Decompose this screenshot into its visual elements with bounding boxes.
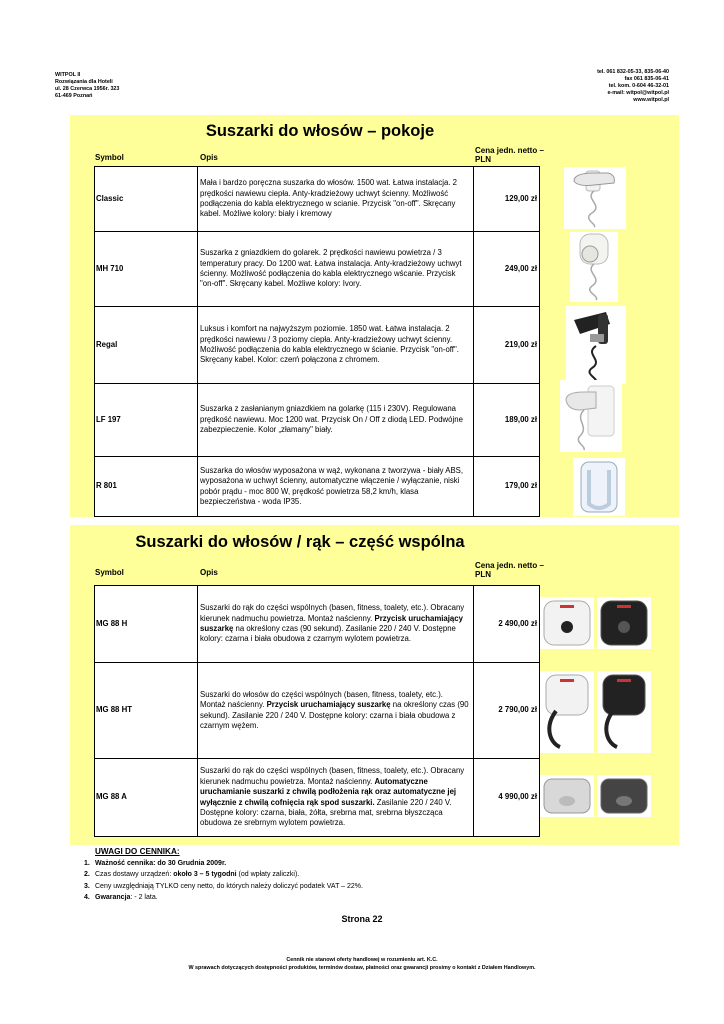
company-city: 61-469 Poznań: [55, 93, 93, 99]
product-description: Suszarka do włosów wyposażona w wąż, wykonana z tworzywa - biały ABS, wyposażona w uchwyt ścienny, automatyczne włączenie / wyłączanie, niski pobór prądu - moc 800 W, prędkość powietrza 58,2 km/h, klasa bezpieczeństwa - woda IP35.: [198, 457, 474, 517]
list-item: 2. Czas dostawy urządzeń: około 3 – 5 tygodni (od wpłaty zaliczki).: [84, 871, 300, 879]
product-price: 189,00 zł: [474, 384, 540, 457]
table-row: [95, 384, 540, 457]
product-price: 129,00 zł: [474, 167, 540, 232]
product-table: [94, 166, 540, 517]
company-contact: [597, 69, 669, 104]
section-common-area-dryers: [70, 525, 679, 845]
list-item: 4. Gwarancja: - 2 lata.: [84, 894, 158, 902]
product-description: Luksus i komfort na najwyższym poziomie. 1850 wat. Łatwa instalacja. 2 prędkości nawiewu / 3 poziomy ciepła. Anty-kradzieżowy uchwyt ścienny. Możliwość podłączenia do kabla elektrycznego w ścianie. Przycisk "on-off". Skręcany kabel. Kolor: czerń połączona z chromem.: [198, 307, 474, 384]
product-image-mh710: [570, 232, 618, 302]
product-image-regal: [566, 306, 626, 384]
table-row: [95, 167, 540, 232]
product-price: 179,00 zł: [474, 457, 540, 517]
footer-line: Cennik nie stanowi oferty handlowej w rozumieniu art. K.C.: [286, 957, 438, 963]
product-symbol: Classic: [95, 167, 198, 232]
footer-disclaimer: [0, 957, 724, 972]
product-symbol: MG 88 HT: [95, 663, 198, 759]
table-row: [95, 232, 540, 307]
product-price: 4 990,00 zł: [474, 759, 540, 837]
table-row: [95, 307, 540, 384]
page-number: Strona 22: [341, 914, 383, 924]
product-price: 2 490,00 zł: [474, 586, 540, 663]
table-row: [95, 759, 540, 837]
notes-list: [84, 858, 363, 904]
product-image-mg88ht-black: [597, 671, 651, 753]
product-image-mg88a-silver: [540, 775, 594, 817]
contact-fax: fax 061 835-06-41: [624, 76, 669, 82]
product-description: Suszarki do włosów do części wspólnych (basen, fitness, toalety, etc.). Montaż naścienny. Przycisk uruchamiający suszarkę na określony czas (90 sekund). Zasilanie 220 / 240 V. Dostępne kolory: czarna i biała obudowa z czarnym wężem.: [198, 663, 474, 759]
product-price: 249,00 zł: [474, 232, 540, 307]
product-price: 219,00 zł: [474, 307, 540, 384]
product-image-mg88ht-white: [540, 671, 594, 753]
product-symbol: Regal: [95, 307, 198, 384]
product-table: [94, 585, 540, 837]
list-item: 1. Ważność cennika: do 30 Grudnia 2009r.: [84, 859, 227, 867]
contact-mobile: tel. kom. 0-604 46-32-01: [608, 83, 669, 89]
price-list-notes: [84, 846, 363, 904]
section-title: Suszarki do włosów / rąk – część wspólna: [135, 533, 465, 551]
footer-line: W sprawach dotyczących dostępności produktów, terminów dostaw, płatności oraz gwarancji prosimy o kontakt z Działem Handlowym.: [188, 964, 536, 971]
contact-website: www.witpol.pl: [633, 97, 669, 103]
col-header-price: Cena jedn. netto – PLN: [475, 561, 544, 579]
product-symbol: MH 710: [95, 232, 198, 307]
product-description: Suszarka z zasłanianym gniazdkiem na golarkę (115 i 230V). Regulowana prędkość nawiewu. Moc 1200 wat. Przycisk On / Off z diodą LED. Podwójne zabezpieczenie. Kolor „złamany" biały.: [198, 384, 474, 457]
product-symbol: MG 88 H: [95, 586, 198, 663]
col-header-symbol: Symbol: [95, 153, 124, 162]
product-symbol: MG 88 A: [95, 759, 198, 837]
table-row: [95, 457, 540, 517]
product-image-r801: [573, 458, 625, 516]
col-header-desc: Opis: [200, 568, 218, 577]
section-room-hair-dryers: [70, 115, 679, 517]
product-price: 2 790,00 zł: [474, 663, 540, 759]
product-symbol: R 801: [95, 457, 198, 517]
product-description: Suszarki do rąk do części wspólnych (basen, fitness, toalety, etc.). Obracany kierunek nadmuchu powietrza. Montaż naścienny. Automatyczne uruchamianie suszarki z chwilą podłożenia rąk oraz automatyczne jej wyłącznie z chwilą cofnięcia rąk spod suszarki. Zasilanie 220 / 240 V. Dostępne kolory: czarna, biała, żółta, srebrna mat, srebrna błyszcząca obudowa ze srebrnym wylotem powietrza.: [198, 759, 474, 837]
notes-title: UWAGI DO CENNIKA:: [95, 847, 180, 856]
product-description: Suszarka z gniazdkiem do golarek. 2 prędkości nawiewu powietrza / 3 temperatury pracy. Do 1200 wat. Łatwa instalacja. Anty-kradzieżowy uchwyt ścienny. Możliwość podłączenia do kabla elektrycznego wścanie. Przycisk "on-off". Skręcany kabel. Możliwe kolory: Ivory.: [198, 232, 474, 307]
product-description: Suszarki do rąk do części wspólnych (basen, fitness, toalety, etc.). Obracany kierunek nadmuchu powietrza. Montaż naścienny. Przycisk uruchamiający suszarkę na określony czas (90 sekund). Zasilanie 220 / 240 V. Dostępne kolory: czarna i biała obudowa z czarnym wylotem powietrza.: [198, 586, 474, 663]
table-row: [95, 663, 540, 759]
section-title: Suszarki do włosów – pokoje: [205, 122, 435, 140]
product-symbol: LF 197: [95, 384, 198, 457]
company-address: [55, 72, 119, 100]
col-header-symbol: Symbol: [95, 568, 124, 577]
col-header-desc: Opis: [200, 153, 218, 162]
product-image-lf197: [560, 380, 622, 452]
product-image-mg88h-black: [597, 597, 651, 649]
table-row: [95, 586, 540, 663]
product-image-mg88h-white: [540, 597, 594, 649]
col-header-price: Cena jedn. netto – PLN: [475, 146, 544, 164]
product-description: Mała i bardzo poręczna suszarka do włosów. 1500 wat. Łatwa instalacja. 2 prędkości nawiewu ciepła. Anty-kradzieżowy uchwyt ścienny. Możliwość podłączenia do kabla elektrycznego w scianie. Przycisk "on-off". Skręcany kabel. Możliwe kolory: biały i kremowy: [198, 167, 474, 232]
product-image-mg88a-dark: [597, 775, 651, 817]
list-item: 3. Ceny uwzględniają TYLKO ceny netto, do których należy doliczyć podatek VAT – 22%.: [84, 882, 363, 890]
contact-phone: tel. 061 832-05-33, 835-06-40: [597, 69, 669, 75]
company-name: WITPOL II: [55, 72, 81, 78]
company-tagline: Rozwiązania dla Hoteli: [55, 79, 113, 85]
company-street: ul. 28 Czerwca 1956r. 323: [55, 86, 120, 92]
contact-email: e-mail: witpol@witpol.pl: [607, 90, 669, 96]
product-image-classic: [564, 167, 626, 229]
